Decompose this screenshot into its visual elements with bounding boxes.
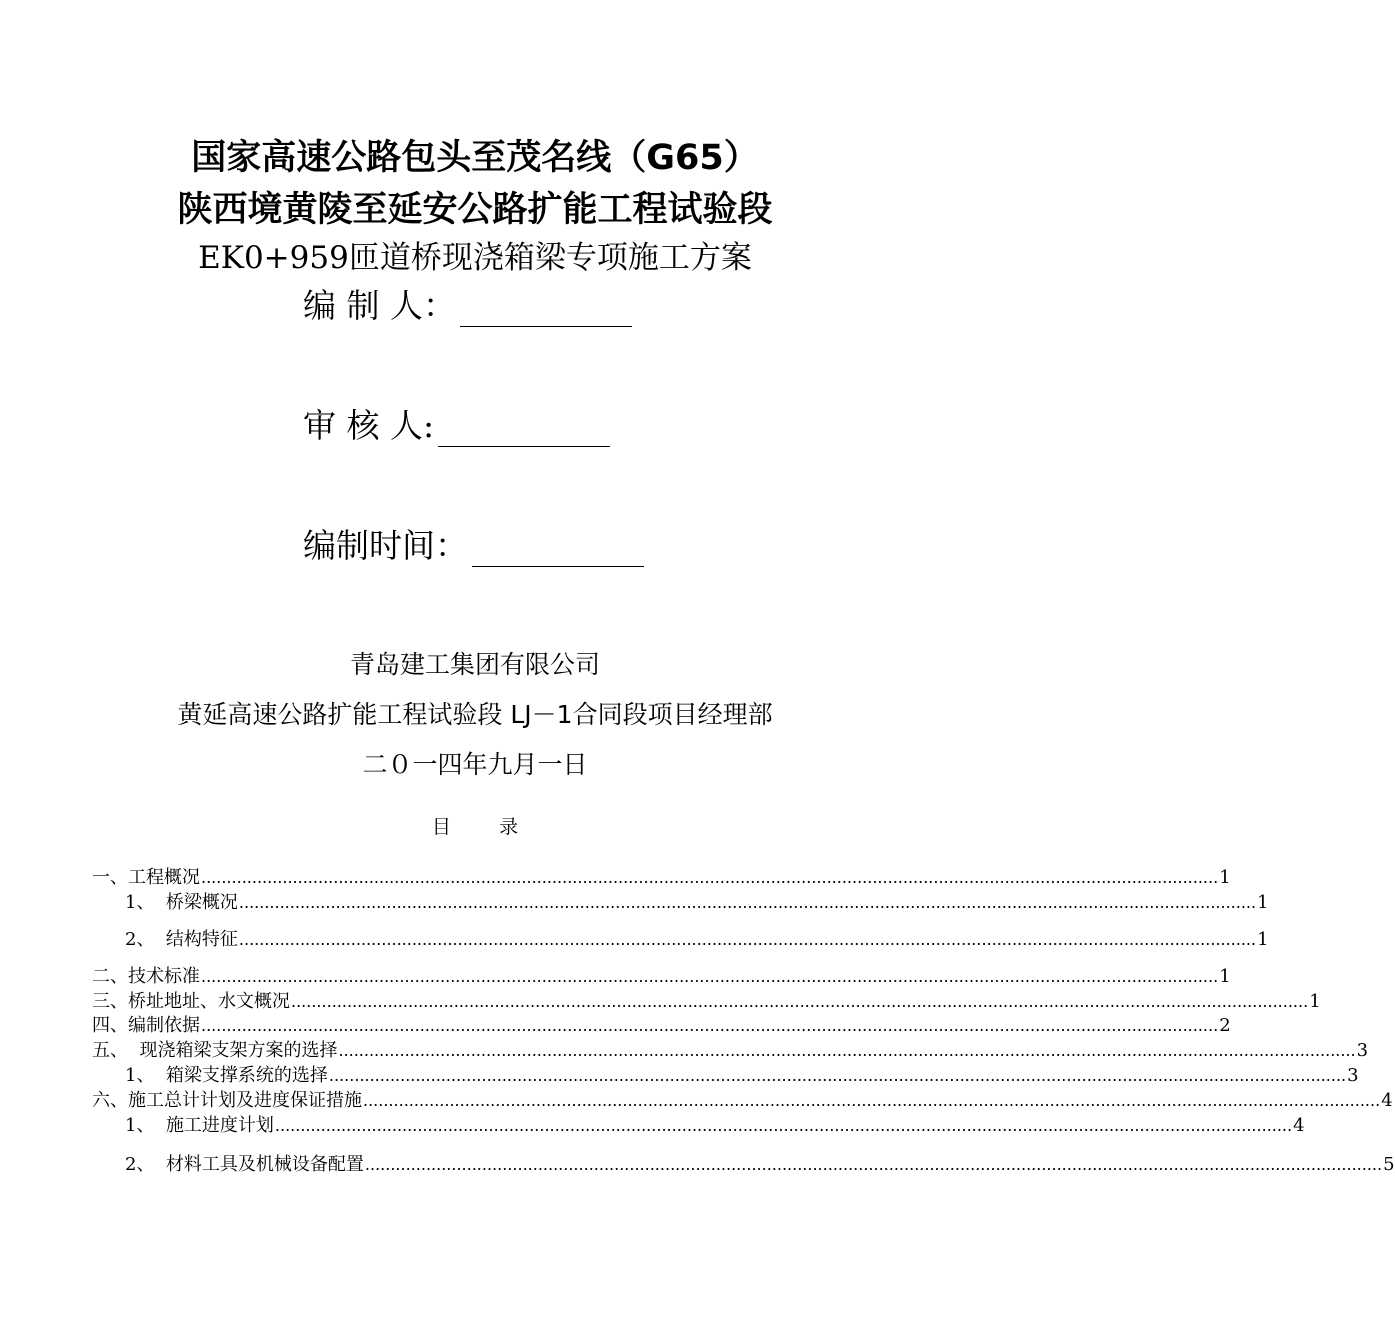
toc-entry[interactable] xyxy=(92,1011,1231,1037)
toc-entry[interactable] xyxy=(92,863,1231,889)
toc-title: 目 录 xyxy=(431,816,519,838)
compiler-label: 编 制 人： xyxy=(303,286,456,325)
toc-leader-dots: ........................................................................................................................................................................................................ xyxy=(201,967,1219,986)
reviewer-field xyxy=(303,400,610,447)
reviewer-blank-line xyxy=(438,416,610,447)
toc-entry-label: 五、 现浇箱梁支架方案的选择 xyxy=(92,1040,338,1061)
toc-entry-label: 一、工程概况 xyxy=(92,867,200,888)
document-title-line1: 国家高速公路包头至茂名线（G65） xyxy=(191,138,759,178)
toc-entry[interactable] xyxy=(92,962,1231,988)
issue-date: 二０一四年九月一日 xyxy=(362,750,588,779)
toc-entry-label: 四、编制依据 xyxy=(92,1015,200,1036)
toc-entry-label: 2、 材料工具及机械设备配置 xyxy=(125,1154,364,1175)
toc-entry-label: 1、 箱梁支撑系统的选择 xyxy=(125,1065,328,1086)
toc-entry-label: 六、施工总计计划及进度保证措施 xyxy=(92,1090,362,1111)
toc-leader-dots: ........................................................................................................................................................................................................ xyxy=(291,992,1309,1011)
toc-entry-label: 三、桥址地址、水文概况 xyxy=(92,991,290,1012)
toc-leader-dots: ........................................................................................................................................................................................................ xyxy=(328,1066,1347,1085)
toc-leader-dots: ........................................................................................................................................................................................................ xyxy=(201,1016,1219,1035)
toc-leader-dots: ........................................................................................................................................................................................................ xyxy=(364,1155,1383,1174)
toc-leader-dots: ........................................................................................................................................................................................................ xyxy=(201,868,1219,887)
department-name: 黄延高速公路扩能工程试验段 LJ－1合同段项目经理部 xyxy=(177,700,773,729)
toc-entry-page: 1 xyxy=(1257,892,1269,913)
toc-entry-page: 2 xyxy=(1219,1015,1231,1036)
date-blank-line xyxy=(472,536,644,567)
toc-entry-page: 3 xyxy=(1347,1065,1359,1086)
document-subtitle: EK0+959匝道桥现浇箱梁专项施工方案 xyxy=(198,240,752,276)
toc-entry[interactable] xyxy=(125,1111,1305,1137)
toc-leader-dots: ........................................................................................................................................................................................................ xyxy=(238,893,1257,912)
toc-entry[interactable] xyxy=(92,1036,1369,1062)
toc-entry-page: 3 xyxy=(1356,1040,1369,1061)
compiler-field xyxy=(303,280,632,327)
toc-entry-label: 二、技术标准 xyxy=(92,966,200,987)
toc-entry-page: 1 xyxy=(1219,867,1231,888)
toc-leader-dots: ........................................................................................................................................................................................................ xyxy=(274,1116,1293,1135)
toc-leader-dots: ........................................................................................................................................................................................................ xyxy=(363,1091,1381,1110)
toc-leader-dots: ........................................................................................................................................................................................................ xyxy=(238,930,1257,949)
toc-entry-page: 1 xyxy=(1257,929,1269,950)
toc-entry[interactable] xyxy=(125,1061,1359,1087)
toc-entry-page: 5 xyxy=(1383,1154,1395,1175)
toc-entry[interactable] xyxy=(125,925,1269,951)
toc-entry-page: 1 xyxy=(1309,991,1321,1012)
document-title-line2: 陕西境黄陵至延安公路扩能工程试验段 xyxy=(177,190,773,230)
toc-entry-page: 4 xyxy=(1293,1115,1305,1136)
toc-entry[interactable] xyxy=(92,1086,1393,1112)
date-label: 编制时间： xyxy=(303,526,468,565)
toc-leader-dots: ........................................................................................................................................................................................................ xyxy=(338,1041,1356,1060)
reviewer-label: 审 核 人: xyxy=(303,406,435,445)
toc-entry[interactable] xyxy=(125,1150,1395,1176)
toc-entry-label: 2、 结构特征 xyxy=(125,929,238,950)
toc-entry-page: 4 xyxy=(1381,1090,1393,1111)
toc-entry-label: 1、 桥梁概况 xyxy=(125,892,238,913)
date-field xyxy=(303,520,644,567)
toc-entry[interactable] xyxy=(125,888,1269,914)
toc-entry[interactable] xyxy=(92,987,1321,1013)
toc-entry-page: 1 xyxy=(1219,966,1231,987)
toc-entry-label: 1、 施工进度计划 xyxy=(125,1115,274,1136)
compiler-blank-line xyxy=(460,296,632,327)
company-name: 青岛建工集团有限公司 xyxy=(349,650,600,679)
